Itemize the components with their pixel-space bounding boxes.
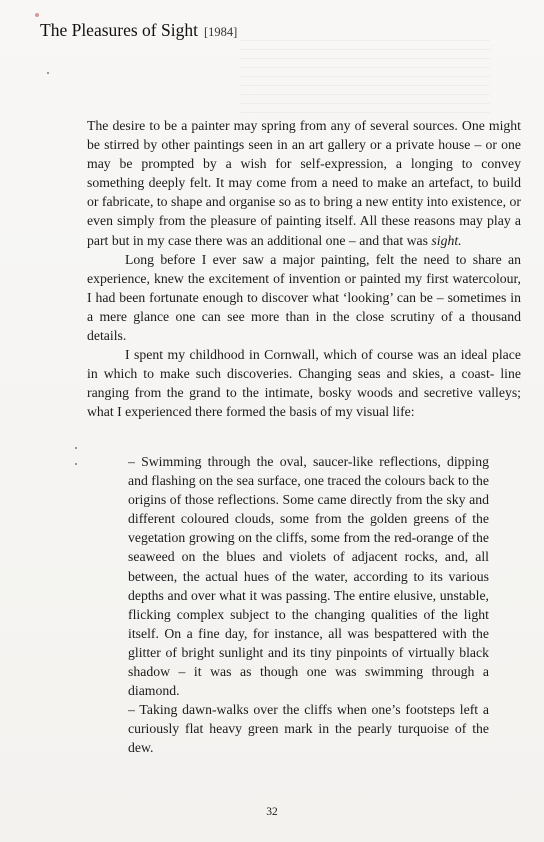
paragraph: Long before I ever saw a major painting, felt the need to share an experience, knew the excitement of invention or painted my first watercolour, I had been fortunate enough to discover what ‘looking’ can be – sometimes in a mere glance one can see more than in the close scrutiny of a thousand details. [87,251,521,344]
quote-item: – Taking dawn-walks over the cliffs when one’s footsteps left a curiously flat heavy green mark in the pearly turquoise of the dew. [128,702,489,756]
chapter-title: The Pleasures of Sight [40,20,198,40]
ink-mark [35,13,39,17]
speck-mark [75,463,77,465]
chapter-heading [40,20,237,41]
paragraph-text: The desire to be a painter may spring from any of several sources. One might be stirred by other paintings seen in an art gallery or a private house – or one may be prompted by a wish for self-expression, a longing to convey something deeply felt. It may come from a need to make an artefact, to build or fabricate, to shape and organise so as to bring a new entity into existence, or even simply from the pleasure of painting itself. All these reasons may play a part but in my case there was an additional one – and that was [87,118,521,248]
quote-item: – Swimming through the oval, saucer-like reflections, dipping and flashing on the sea surface, one traced the colours back to the origins of those reflections. Some came directly from the sky and different coloured clouds, some from the golden greens of the vegetation growing on the cliffs, some from the red-orange of the seaweed on the blues and violets of adjacent rocks, and, all between, the actual hues of the water, according to its various depths and over what it was passing. The entire elusive, unstable, flicking complex subject to the changing qualities of the light itself. On a fine day, for instance, all was bespattered with the glitter of bright sunlight and its tiny pinpoints of virtually black shadow – it was as though one was swimming through a diamond. [128,454,489,699]
body-text [87,116,521,422]
paragraph [87,116,521,250]
emphasis-text: sight. [431,232,462,248]
speck-mark [75,447,77,449]
block-quote [128,452,489,758]
page-number: 32 [266,806,278,818]
chapter-year: [1984] [203,25,238,39]
bleed-through-texture [240,40,490,120]
paragraph: I spent my childhood in Cornwall, which of course was an ideal place in which to make such discoveries. Changing seas and skies, a coast- line ranging from the grand to the intimate, bosky woods and secretive valleys; what I experienced there formed the basis of my visual life: [87,347,521,420]
speck-mark [47,72,49,74]
